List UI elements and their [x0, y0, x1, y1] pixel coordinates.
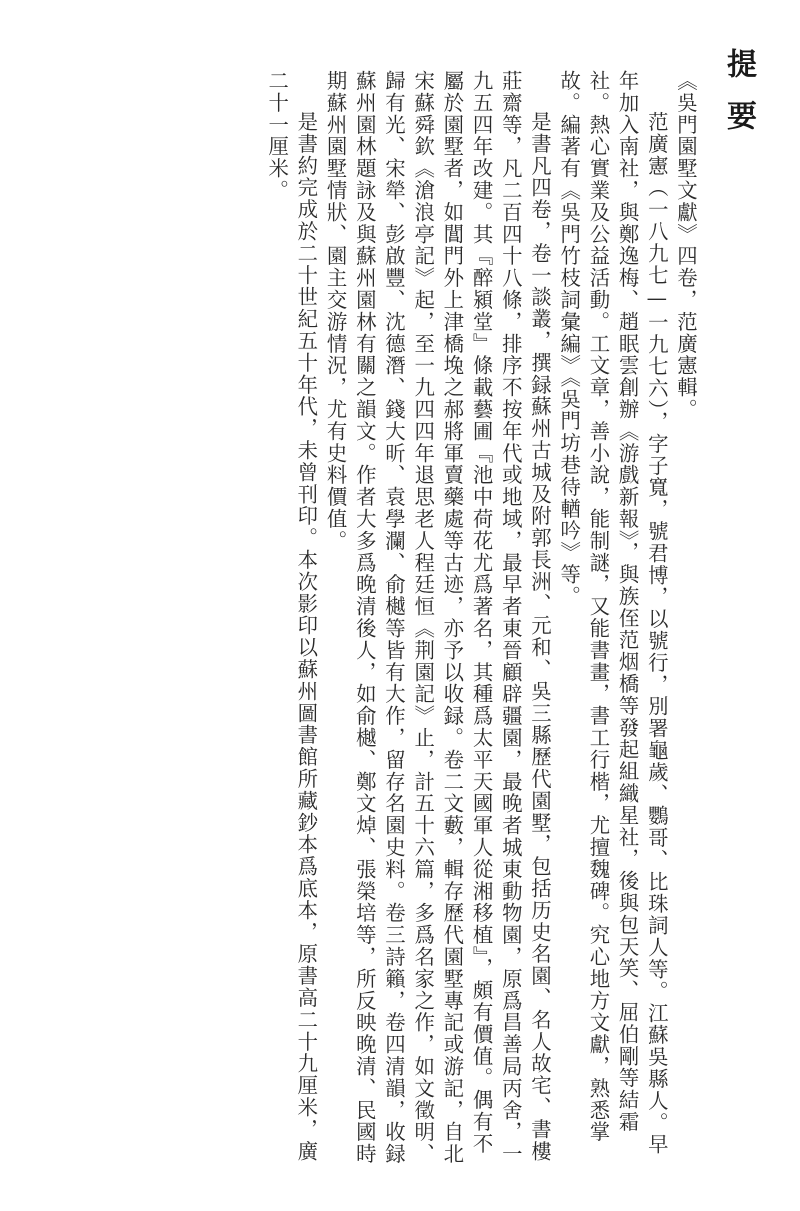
paragraph-contents: 是書凡四卷，卷一談叢，撰録蘇州古城及附郭長洲、元和、吳三縣歷代園墅，包括历史名園、名人故宅、書樓莊齋等，凡二百四十八條，排序不按年代或地域，最早者東晉顧辟疆園，最晚者城東動物園，原爲昌善局丙舍，一九五四年改建。其『醉潁堂』條載藝圃『池中荷花尤爲著名，其種爲太平天國軍人從湘移植』，頗有價值。偶有不屬於園墅者，如閶門外上津橋堍之郝將軍賣藥處等古迹，亦予以收録。卷二文藪，輯存歷代園墅專記或游記，自北宋蘇舜欽《滄浪亭記》起，至一九四四年退思老人程廷恒《荆園記》止，計五十六篇，多爲名家之作，如文徵明、歸有光、宋犖、彭啟豐、沈德潛、錢大昕、袁學瀾、俞樾等皆有大作，留存名園史料。卷三詩籟，卷四清韻，收録蘇州園林題詠及與蘇州園林有關之韻文。作者大多爲晚清後人，如俞樾、鄭文焯、張榮培等，所反映晚清、民國時期蘇州園墅情狀、園主交游情況，尤有史料價值。: [323, 70, 552, 1165]
page-title: 提要: [721, 48, 756, 152]
paragraph-author: 范廣憲（一八九七—一九七六），字子寬，號君博，以號行，別署龜歲、鸚哥、比珠詞人等。江蘇吳縣人。早年加入南社，與鄭逸梅、趙眠雲創辦《游戲新報》，與族侄范烟橋等發起組織星社，後與包天笑、屈伯剛等結霜社。熱心實業及公益活動。工文章，善小說，能制謎，又能書畫，書工行楷，尤擅魏碑。究心地方文獻，熟悉掌故。編著有《吳門竹枝詞彙編》《吳門坊巷待輶吟》等。: [557, 70, 669, 1156]
paragraph-edition: 是書約完成於二十世紀五十年代，未曾刊印。本次影印以蘇州圖書館所藏鈔本爲底本，原書高二十九厘米，廣二十一厘米。: [265, 70, 319, 1162]
document-body: [262, 70, 700, 1170]
paragraph-intro: 《吳門園墅文獻》四卷，范廣憲輯。: [674, 70, 698, 421]
